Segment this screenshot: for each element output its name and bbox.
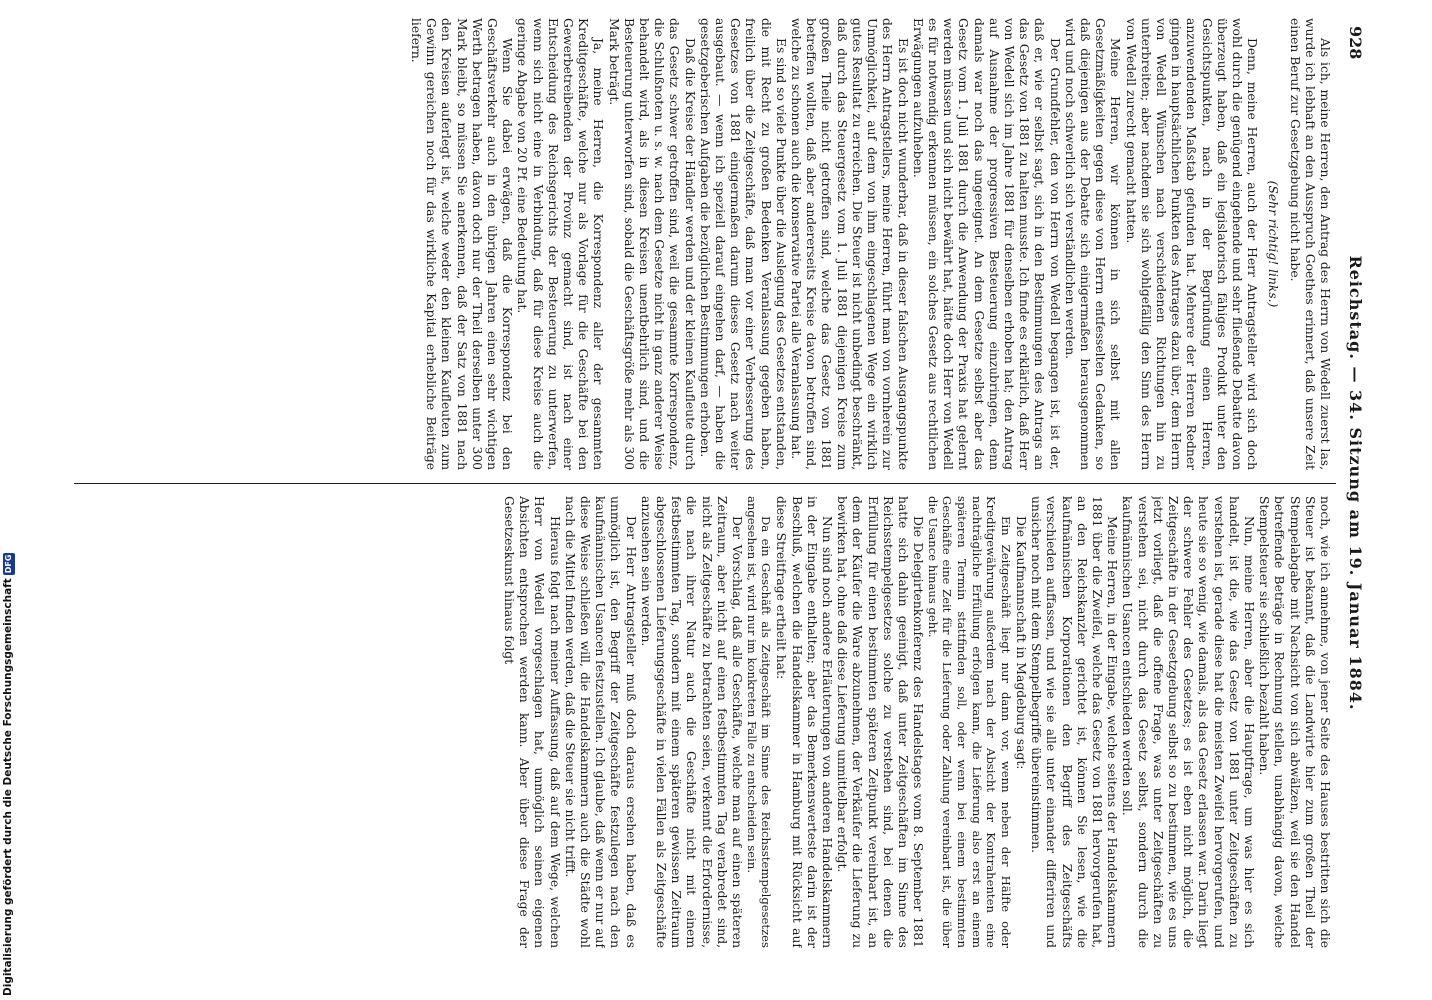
paragraph: Die Kaufmannschaft in Magdeburg sagt: bbox=[1013, 516, 1028, 770]
paragraph: Es ist doch nicht wunderbar, daß in dieser falschen Ausgangspunkte des Herrn Antragstellers, meine Herren, führt man von vornherein zur Unmöglichkeit, auf dem von ihm eingeschlagenen Wege ein wirklich gutes Resultat zu erreichen. Die Steuer ist nicht unbedingt beschränkt, daß durch das Steuergesetz vom 1. Juli 1881 diejenigen Kreise zum großen Theile nicht getroffen sind, welche das Gesetz von 1881 betreffen wollten, daß aber andererseits Kreise davon betroffen sind, welche zu schonen auch die konservative Partei alle Veranlassung hat. bbox=[789, 18, 910, 470]
paragraph: Hieraus folgt nach meiner Auffassung, daß auf dem Wege, welchen Herr von Wedell vorgeschlagen hat, unmöglich seinen eigenen Absichten entsprochen werden kann. Aber über diese Frage der Gesetzeskunst hinaus folgt bbox=[501, 496, 562, 948]
column-divider bbox=[74, 483, 1336, 484]
paragraph: Als ich, meine Herren, den Antrag des Herrn von Wedell zuerst las, wurde ich lebhaft an den Ausspruch Goethes erinnert, daß unsere Zeit einen Beruf zur Gesetzgebung nicht habe. bbox=[1287, 18, 1332, 470]
paragraph: Der Vorschlag, daß alle Geschäfte, welche man auf einen späteren Zeitraum, aber nicht auf einen festbestimmten Tag verabredet sind, nicht als Zeitgeschäfte zu betrachten seien, verkennt die Erfordernisse, die nach ihrer Natur auch die Geschäfte nicht mit einem festbestimmten Tag, sondern mit einem späteren gewissen Zeitraum abgeschlossenen Lieferungsgeschäfte in vielen Fällen als Zeitgeschäfte anzusehen sein werden. bbox=[638, 496, 744, 948]
paragraph: Nun sind noch andere Erläuterungen von anderen Handelskammern in der Eingabe enthalten; aber das Bemerkenswerteste darin ist der Beschluß, welchen die Handelskammer in Hamburg mit Rücksicht auf diese Streitfrage ertheilt hat: bbox=[774, 496, 834, 948]
paragraph: Denn, meine Herren, auch der Herr Antragsteller wird sich doch wohl durch die genügend eingehende und sehr fließende Debatte davon überzeugt haben, daß ein legislatorisch fähiges Produkt unter den Gesichtspunkten, nach in der Begründung einen Herren, anzuwendenden Maßstab gefunden hat. Mehrere der Herren Redner gingen in hauptsächlichen Punkten des Antrages dazu über, dem Herrn von Wedell Wünschen nach verschiedenen Richtungen hin zu unterbreiten; aber nachdem sie sich wohlgefällig den Sinn des Herrn von Wedell zurecht gemacht hatten. bbox=[1123, 18, 1260, 470]
paragraph: Der Herr Antragsteller muß doch daraus ersehen haben, daß es unmöglich ist, den Begriff der Zeitgeschäfte festzulegen nach den kaufmännischen Usancen festzustellen. Ich glaube, daß wenn er nur auf diese Weise schließen will, die Handelskammern auch die Städte wohl nach die Mittel finden werden, daß die Steuer sie nicht trifft. bbox=[562, 496, 638, 948]
paragraph: Ja, meine Herren, die Korrespondenz aller der gesammten Kreditgeschäfte, welche nur als Vorlage für die Geschäfte bei den Gewerbetreibenden der Provinz gemacht sind, ist nach einer Entscheidung des Reichsgerichts der Besteuerung zu unterwerfen, wenn sich nicht eine in Verbindung, daß für diese Kreise auch die geringe Abgabe von 20 Pf. eine Bedeutung hat. bbox=[515, 18, 606, 470]
paragraph: Die Delegirtenkonferenz des Handelstages vom 8. September 1881 hatte sich dahin geeinigt, daß unter Zeitgeschäften im Sinne des Reichsstempelgesetzes solche zu verstehen sind, bei denen die Erfüllung für einen bestimmten späteren Zeitpunkt vereinbart ist, an dem der Käufer die Ware abzunehmen, der Verkäufer die Lieferung zu bewirken hat, ohne daß diese Lieferung unmittelbar erfolgt. bbox=[835, 496, 926, 948]
page-title: Reichstag. — 34. Sitzung am 19. Januar 1884. bbox=[1346, 255, 1365, 711]
paragraph: Nun, meine Herren, aber die Hauptfrage, um was hier es sich handelt, ist die, wie das Gesetz von 1881 unter Zeitgeschäften zu verstehen ist, gerade diese hat die meisten Zweifel hervorgerufen, und heute sie so wenig, wie damals, als das Gesetz erlassen war. Darin liegt der schwere Fehler des Gesetzes; es ist eben nicht möglich, die Zeitgeschäfte in der Gesetzgebung selbst so zu bestimmen, wie es uns jetzt vorliegt, daß die offene Frage, was unter Zeitgeschäften zu verstehen sei, nicht durch das Gesetz selbst, sondern durch die kaufmännischen Usancen entschieden werden soll. bbox=[1120, 496, 1256, 948]
text-column-left bbox=[74, 18, 1332, 470]
paragraph: Ein Zeitgeschäft liegt nur dann vor, wenn neben der Hälfte oder Kreditgewährung außerdem nach der Absicht der Kontrahenten eine nachträgliche Erfüllung erfolgen kann, die Lieferung also erst an einem späteren Termin stattfinden soll, oder wenn bei einem bestimmten Geschäfte eine Zeit für die Lieferung oder Zahlung vereinbart ist, die über die Usance hinaus geht. bbox=[925, 496, 1013, 948]
paragraph: Wenn Sie dabei erwägen, daß die Korrespondenz bei den Geschäftsverkehr auch in den übrigen Jahren einen sehr wichtigen Werth betragen haben, davon doch nur der Theil derselben unter 300 Mark bleibt, so müssen Sie anerkennen, daß der Satz von 1881 nach den Kreisen auferlegt ist, welche weder den kleinen Kaufleuten zum Gewinn gereichen noch für das wirkliche Kapital erhebliche Beiträge liefern. bbox=[409, 18, 515, 470]
credit-text: Digitalisierung gefördert durch die Deutsche Forschungsgemeinschaft bbox=[2, 578, 14, 996]
paragraph: Meine Herren, wir können in sich selbst mit allen Gesetzmäßigkeiten gegen diese von Herrn entfesselten Gedanken, so daß diejenigen aus der Debatte sich einigermaßen herausgenommen wird und noch schwerlich sich verständlichen werden. bbox=[1062, 18, 1123, 470]
text-column-right bbox=[74, 496, 1332, 948]
paragraph: Da ein Geschäft als Zeitgeschäft im Sinne des Reichsstempelgesetzes angesehen ist, wird nur im konkreten Falle zu entscheiden sein. bbox=[744, 496, 774, 948]
paragraph: Es sind so viele Punkte über die Auslegung des Gesetzes entstanden, die mit Recht zu großen Bedenken Veranlassung gegeben haben, freilich über die Zeitgeschäfte, daß man vor einer Verbesserung des Gesetzes von 1881 einigermaßen darum dieses Gesetz nach weiter ausgebaut. — wenn ich speziell darauf eingehen darf, — haben die gesetzgeberischen Aufgaben die bezüglichen Bestimmungen erhoben. bbox=[697, 18, 788, 470]
paragraph: noch, wie ich annehme, von jener Seite des Hauses bestritten sich die Steuer ist bekannt, daß die Landwirte hier zum großen Theil der Stempelabgabe mit Nachsicht von sich abwälzen, weil sie den Handel betreffende Beträge in Rechnung stellen, unabhängig davon, welche Stempelsteuer sie schließlich bezahlt haben. bbox=[1257, 496, 1332, 948]
rotated-document-page bbox=[66, 18, 1366, 948]
paragraph: Meine Herren, in der Eingabe, welche seitens der Handelskammern 1881 über die Zweifel, welche das Gesetz von 1881 hervorgerufen hat, an den Reichskanzler gerichtet ist, können Sie lesen, wie die kaufmännischen Korporationen den Begriff des Zeitgeschäfts verschieden auffassen, und wie sie alle unter einander differiren und unsicher noch mit dem Stempelbegriffe übereinstimmen. bbox=[1029, 496, 1120, 948]
page-number: 928 bbox=[1346, 26, 1365, 60]
digitization-credit bbox=[2, 554, 14, 996]
paragraph: Der Grundfehler, den von Herrn von Wedell begangen ist, ist der, daß er, wie er selbst sagt, sich in den Bestimmungen des Antrags an das Gesetz von 1881 zu halten musste. Ich finde es erklärlich, daß Herr von Wedell sich im Jahre 1881 für denselben erhoben hat; den Antrag auf Ausnahme der progressiven Besteuerung einzubringen, denn damals war noch das ungeeignet. An dem Gesetze selbst aber das Gesetz vom 1. Juli 1881 durch die Anwendung der Praxis hat gelernt werden müssen und sich nicht bewährt hat, hätte doch Herr von Wedell es für notwendig erkennen müssen, ein solches Gesetz aus rechtlichen Erwägungen aufzuheben. bbox=[910, 18, 1062, 470]
interjection: (Sehr richtig! links.) bbox=[1266, 180, 1281, 308]
page-header bbox=[1344, 18, 1366, 948]
paragraph: Daß die Kreise der Händler werden und der kleinen Kaufleute durch das Gesetz schwer getroffen sind, weil die gesammte Korrespondenz, die Schlußnoten u. s. w. nach dem Gesetze nicht in ganz anderer Weise behandelt wird, als in diesen Kreisen unentbehrlich sind, und die Besteuerung unterworfen sind, sobald die Geschäftsgröße mehr als 300 Mark beträgt. bbox=[606, 18, 697, 470]
dfg-logo: DFG bbox=[4, 554, 13, 574]
